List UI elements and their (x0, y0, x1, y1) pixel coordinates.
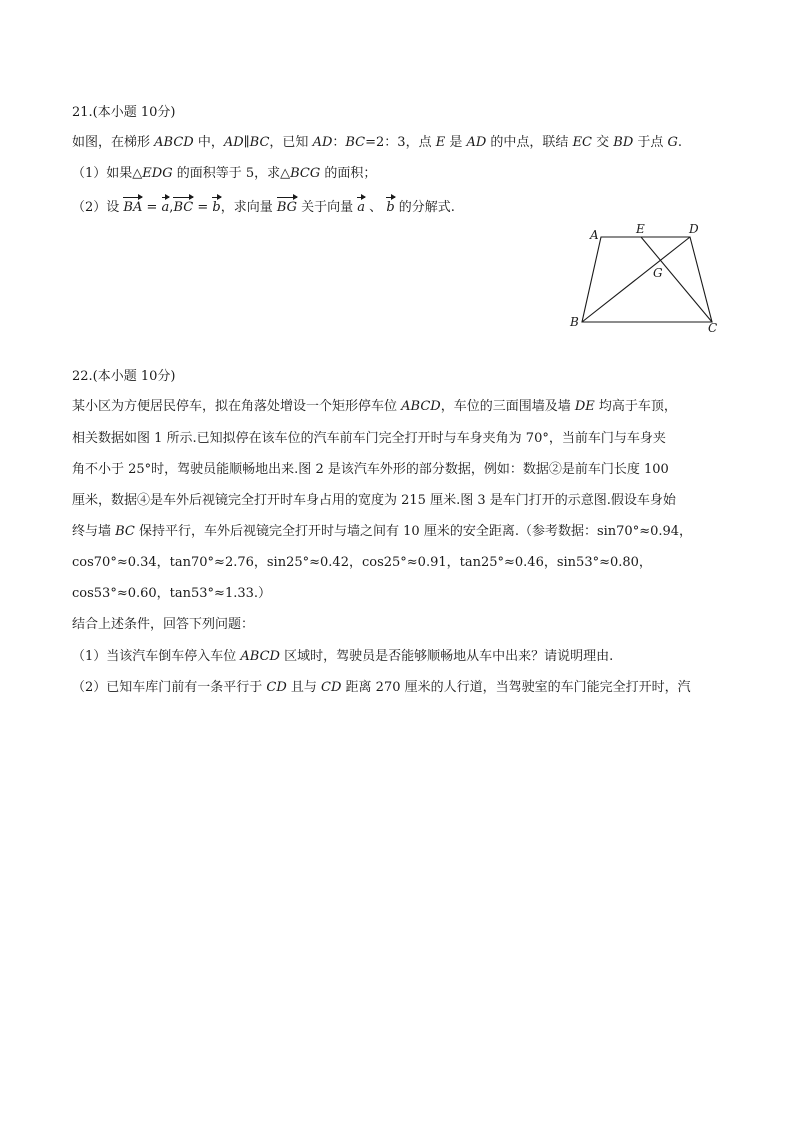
vector-b: b (212, 196, 220, 217)
q21-part1-text: （1）如果△ (72, 166, 143, 181)
q22-line-3: 角不小于 25°时，驾驶员能顺畅地出来.图 2 是该汽车外形的部分数据，例如：数据②是前车门长度 100 (72, 462, 669, 477)
q21-stem-text: ，已知 (269, 135, 313, 150)
q21-part2-text: （2）设 (72, 200, 124, 215)
label-ad: AD (312, 135, 333, 150)
label-bcg: BCG (290, 166, 321, 181)
label-e: E (435, 135, 446, 150)
q21-stem-text: 的中点，联结 (486, 135, 573, 150)
vector-a: a (162, 196, 170, 217)
q22-part2-text: 距离 270 厘米的人行道，当驾驶室的车门能完全打开时，汽 (341, 680, 691, 695)
q21-stem-text: ： (332, 135, 346, 150)
q21-part1-text: 的面积； (320, 166, 377, 181)
q22-part2-text: （2）已知车库门前有一条平行于 (72, 680, 267, 695)
q21-part2-text: ，求向量 (220, 200, 277, 215)
q22-line-2: 相关数据如图 1 所示.已知拟停在该车位的汽车前车门完全打开时与车身夹角为 70°，当前车门与车身夹 (72, 431, 666, 446)
q22-line-6: cos70°≈0.34，tan70°≈2.76，sin25°≈0.42，cos25°≈0.91，tan25°≈0.46，sin53°≈0.80， (72, 555, 652, 570)
q21-stem-text: 于点 (633, 135, 668, 150)
label-bc: BC (345, 135, 366, 150)
q22-line-7: cos53°≈0.60，tan53°≈1.33.） (72, 586, 272, 601)
q22-text: 均高于车顶， (594, 399, 677, 414)
q21-part2-text: 的分解式. (394, 200, 455, 215)
point-label-d: D (689, 222, 699, 236)
label-abcd: ABCD (240, 649, 280, 664)
q21-stem-text: 是 (445, 135, 467, 150)
trapezoid-abcd (582, 237, 712, 322)
vector-b: b (386, 196, 394, 217)
q21-stem-text: 交 (592, 135, 614, 150)
q22-header: 22.(本小题 10分) (72, 369, 176, 384)
vector-a: a (357, 196, 365, 217)
parallel-symbol: ∥ (243, 135, 250, 150)
q21-part2-text: = (193, 200, 213, 215)
q21-part2-text: 、 (365, 200, 387, 215)
label-ad: AD (223, 135, 244, 150)
q21-part2-text: 关于向量 (297, 200, 358, 215)
q21-stem-text: =2：3，点 (365, 135, 436, 150)
point-label-g: G (653, 266, 663, 280)
label-abcd: ABCD (154, 135, 194, 150)
q21-stem-text: 中， (193, 135, 224, 150)
q21-stem-text: . (677, 135, 683, 150)
label-bd: BD (613, 135, 634, 150)
label-ec: EC (572, 135, 592, 150)
q22-line-1 (72, 398, 677, 416)
q22-part2-text: 且与 (286, 680, 322, 695)
point-label-a: A (590, 228, 599, 242)
q21-part2-text: , (169, 200, 174, 215)
q21-stem-text: 如图，在梯形 (72, 135, 155, 150)
q22-line-5 (72, 523, 692, 541)
q22-text: 终与墙 (72, 524, 116, 539)
vector-bg: BG (277, 196, 297, 217)
q22-part1 (72, 648, 613, 666)
point-label-c: C (708, 321, 718, 335)
q21-part2-text: = (142, 200, 162, 215)
trapezoid-figure (560, 218, 730, 338)
point-label-e: E (636, 222, 645, 236)
label-cd: CD (266, 680, 287, 695)
q22-text: 保持平行，车外后视镜完全打开时与墙之间有 10 厘米的安全距离.（参考数据：sin70°≈0.94， (134, 524, 693, 539)
q21-part2 (72, 196, 455, 217)
q21-part1-text: 的面积等于 5，求△ (172, 166, 291, 181)
q22-text: 某小区为方便居民停车，拟在角落处增设一个矩形停车位 (72, 399, 402, 414)
q22-line-8: 结合上述条件，回答下列问题： (72, 617, 255, 632)
point-label-b: B (570, 315, 579, 329)
q22-text: ，车位的三面围墙及墙 (440, 399, 575, 414)
label-ad: AD (466, 135, 487, 150)
vector-ba: BA (123, 196, 142, 217)
q22-part2 (72, 679, 691, 697)
label-cd: CD (321, 680, 342, 695)
vector-bc: BC (173, 196, 193, 217)
q22-part1-text: 区域时，驾驶员是否能够顺畅地从车中出来？请说明理由. (279, 649, 614, 664)
label-abcd: ABCD (401, 399, 441, 414)
q21-header: 21.(本小题 10分) (72, 105, 176, 120)
q22-line-4: 厘米，数据④是车外后视镜完全打开时车身占用的宽度为 215 厘米.图 3 是车门打开的示意图.假设车身始 (72, 493, 676, 508)
label-bc: BC (115, 524, 135, 539)
q21-stem (72, 134, 682, 152)
label-de: DE (574, 399, 595, 414)
label-edg: EDG (142, 166, 173, 181)
q22-part1-text: （1）当该汽车倒车停入车位 (72, 649, 241, 664)
q21-part1 (72, 165, 376, 183)
label-g: G (667, 135, 678, 150)
label-bc: BC (249, 135, 270, 150)
